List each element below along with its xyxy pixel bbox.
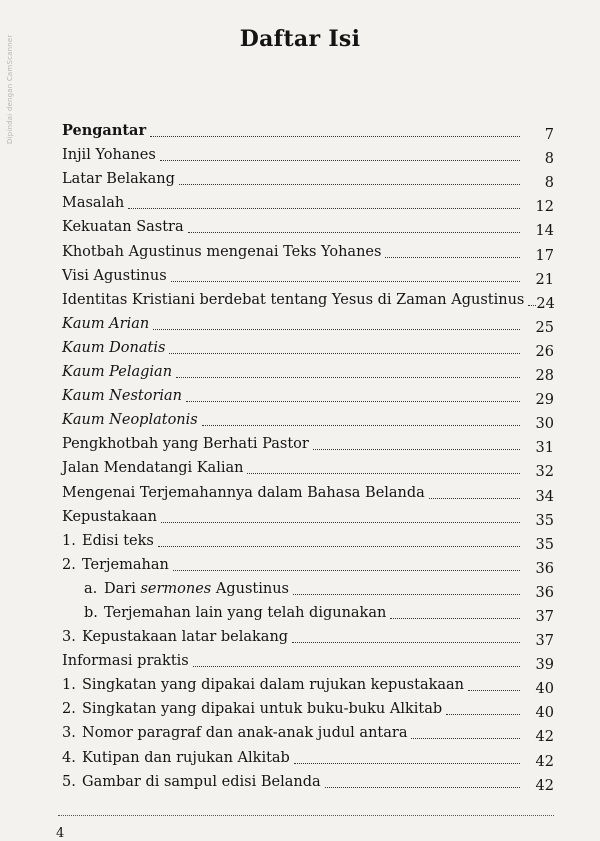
toc-entry-label [62, 315, 153, 333]
toc-entry-text: Kaum Nestorian [62, 388, 182, 405]
dot-leader [528, 305, 536, 306]
toc-entry-text: Mengenai Terjemahannya dalam Bahasa Belanda [62, 484, 425, 501]
toc-entry [62, 453, 554, 481]
toc-entry-number: 3. [62, 629, 76, 646]
toc-entry-italic-text: sermones [140, 580, 212, 597]
toc-entry [62, 502, 554, 529]
toc-entry-label [62, 580, 293, 598]
toc-entry-label [62, 122, 150, 140]
toc-entry-label [62, 243, 385, 261]
toc-entry-label [62, 773, 325, 791]
dot-leader [325, 787, 520, 788]
toc-entry-label [62, 411, 202, 429]
toc-entry-label [62, 435, 313, 453]
toc-entry-text: Visi Agustinus [62, 267, 167, 284]
dot-leader [429, 498, 520, 499]
dot-leader [293, 594, 520, 595]
toc-entry [62, 116, 554, 144]
toc-entry-page: 8 [544, 175, 554, 192]
dot-leader [171, 281, 520, 282]
toc-entry [62, 309, 554, 336]
toc-entry-label [62, 532, 158, 550]
dot-leader [202, 425, 520, 426]
toc-entry-text: Nomor paragraf dan anak-anak judul antara [82, 725, 408, 742]
toc-entry-label [62, 194, 128, 212]
dot-leader [158, 546, 520, 547]
toc-entry-page: 7 [544, 127, 554, 144]
table-of-contents [62, 116, 555, 794]
dot-leader [390, 618, 520, 619]
toc-entry-page: 34 [535, 488, 554, 505]
toc-entry-label [62, 604, 390, 622]
toc-entry-label [62, 556, 173, 574]
toc-entry-text: Jalan Mendatangi Kalian [62, 460, 244, 477]
toc-entry [62, 140, 554, 168]
dot-leader [179, 184, 520, 185]
toc-entry-page: 28 [535, 368, 554, 385]
toc-entry-page: 12 [535, 199, 554, 216]
toc-entry [62, 718, 554, 746]
toc-entry-text: Kaum Arian [62, 315, 150, 332]
toc-entry-number: 5. [62, 773, 76, 790]
toc-entry-text: Terjemahan [82, 556, 169, 573]
toc-entry-page: 8 [544, 151, 554, 168]
toc-entry-page: 14 [535, 223, 554, 240]
toc-entry-text: Gambar di sampul edisi Belanda [82, 773, 321, 790]
toc-entry-label [62, 218, 188, 236]
toc-entry-page: 40 [535, 705, 554, 722]
dot-leader [173, 570, 520, 571]
toc-entry [62, 694, 554, 722]
toc-entry-text: Kaum Neoplatonis [62, 412, 198, 429]
toc-entry-page: 26 [535, 343, 554, 360]
toc-entry [62, 550, 554, 577]
dot-leader [188, 232, 520, 233]
dot-leader [193, 666, 520, 667]
toc-entry-text: Kepustakaan [62, 508, 157, 525]
toc-entry-label [62, 363, 176, 381]
toc-entry-page: 40 [535, 681, 554, 698]
dot-leader [446, 714, 520, 715]
toc-entry-text: Agustinus [211, 580, 289, 597]
toc-entry-page: 31 [535, 440, 554, 457]
toc-entry-page: 35 [535, 536, 554, 553]
dot-leader [186, 401, 520, 402]
toc-entry-text: Kepustakaan latar belakang [82, 629, 289, 646]
toc-entry-page: 42 [535, 777, 554, 794]
toc-entry-text: Edisi teks [82, 532, 154, 549]
toc-entry-page: 24 [536, 295, 555, 312]
toc-entry-number: 1. [62, 532, 76, 549]
page-number: 4 [56, 826, 65, 841]
toc-entry-label [62, 339, 169, 357]
toc-entry [62, 429, 554, 457]
toc-entry-label [62, 170, 179, 188]
toc-entry-text: Latar Belakang [62, 171, 175, 188]
toc-entry-label [62, 749, 294, 767]
toc-entry-page: 36 [535, 560, 554, 577]
toc-entry-label [62, 484, 429, 502]
toc-entry-page: 39 [535, 657, 554, 674]
toc-entry-text: Kaum Pelagian [62, 364, 173, 381]
toc-entry [62, 574, 554, 601]
dot-leader [153, 329, 520, 330]
dot-leader [150, 136, 520, 137]
toc-entry [62, 670, 554, 698]
toc-entry-text: Masalah [62, 195, 125, 212]
toc-entry-label [62, 700, 446, 718]
toc-entry-number: a. [84, 580, 98, 597]
toc-entry-label [62, 146, 160, 164]
toc-entry [62, 333, 554, 360]
toc-entry-page: 17 [535, 247, 554, 264]
toc-entry [62, 164, 554, 192]
toc-entry-label [62, 628, 292, 646]
dot-leader [160, 160, 520, 161]
toc-entry-text: Kutipan dan rujukan Alkitab [82, 749, 290, 766]
toc-entry-page: 25 [535, 319, 554, 336]
toc-entry-page: 37 [535, 633, 554, 650]
toc-entry-label [62, 291, 528, 309]
toc-entry-number: 1. [62, 677, 76, 694]
toc-entry-number: 2. [62, 701, 76, 718]
toc-entry-page: 32 [535, 464, 554, 481]
toc-entry-number: 2. [62, 556, 76, 573]
toc-entry-text: Injil Yohanes [62, 147, 156, 164]
dot-leader [176, 377, 520, 378]
toc-entry-number: 3. [62, 725, 76, 742]
toc-entry [62, 622, 554, 650]
toc-entry [62, 188, 554, 216]
toc-entry-text: Pengantar [62, 122, 147, 140]
toc-entry-page: 21 [535, 271, 554, 288]
toc-entry-page: 29 [535, 392, 554, 409]
toc-entry-text: Terjemahan lain yang telah digunakan [104, 604, 387, 621]
toc-entry-text: Kaum Donatis [62, 339, 166, 356]
toc-entry [62, 357, 554, 385]
toc-entry-label [62, 459, 247, 477]
toc-entry-text: Singkatan yang dipakai dalam rujukan kepustakaan [82, 677, 464, 694]
toc-entry [62, 261, 554, 288]
toc-entry-text: Pengkhotbah yang Berhati Pastor [62, 436, 309, 453]
toc-entry [62, 742, 554, 770]
scanner-watermark: Dipindai dengan CamScanner [6, 34, 14, 144]
toc-entry-page: 42 [535, 753, 554, 770]
toc-entry-label [62, 508, 161, 526]
dot-leader [411, 738, 520, 739]
toc-entry-page: 36 [535, 584, 554, 601]
toc-entry [62, 526, 554, 553]
dot-leader [313, 449, 520, 450]
toc-entry-page: 42 [535, 729, 554, 746]
toc-entry [62, 381, 554, 409]
dot-leader [294, 763, 520, 764]
toc-entry [62, 598, 554, 625]
toc-entry-text: Kekuatan Sastra [62, 219, 184, 236]
dot-leader [128, 208, 520, 209]
toc-entry-text: Dari [104, 580, 141, 597]
toc-entry [62, 646, 554, 674]
toc-entry-label [62, 652, 193, 670]
toc-entry-text: Singkatan yang dipakai untuk buku-buku Alkitab [82, 701, 443, 718]
toc-entry [62, 477, 554, 505]
toc-entry [62, 285, 555, 312]
toc-entry-page: 35 [535, 512, 554, 529]
toc-entry-label [62, 387, 186, 405]
toc-entry-number: b. [84, 604, 98, 621]
toc-entry-page: 37 [535, 608, 554, 625]
dot-leader [468, 690, 520, 691]
toc-entry [62, 236, 554, 264]
bottom-divider [58, 815, 554, 816]
toc-entry [62, 405, 554, 433]
toc-entry-label [62, 724, 411, 742]
dot-leader [292, 642, 520, 643]
dot-leader [161, 522, 520, 523]
toc-entry [62, 212, 554, 240]
toc-entry-text: Informasi praktis [62, 653, 189, 670]
toc-entry-number: 4. [62, 749, 76, 766]
toc-entry-label [62, 676, 468, 694]
toc-entry-label [62, 267, 171, 285]
toc-entry [62, 767, 554, 794]
dot-leader [385, 257, 520, 258]
toc-entry-text: Identitas Kristiani berdebat tentang Yesus di Zaman Agustinus [62, 291, 525, 308]
dot-leader [247, 473, 520, 474]
page-title: Daftar Isi [239, 26, 361, 52]
toc-entry-text: Khotbah Agustinus mengenai Teks Yohanes [62, 243, 382, 260]
dot-leader [169, 353, 520, 354]
toc-entry-page: 30 [535, 416, 554, 433]
